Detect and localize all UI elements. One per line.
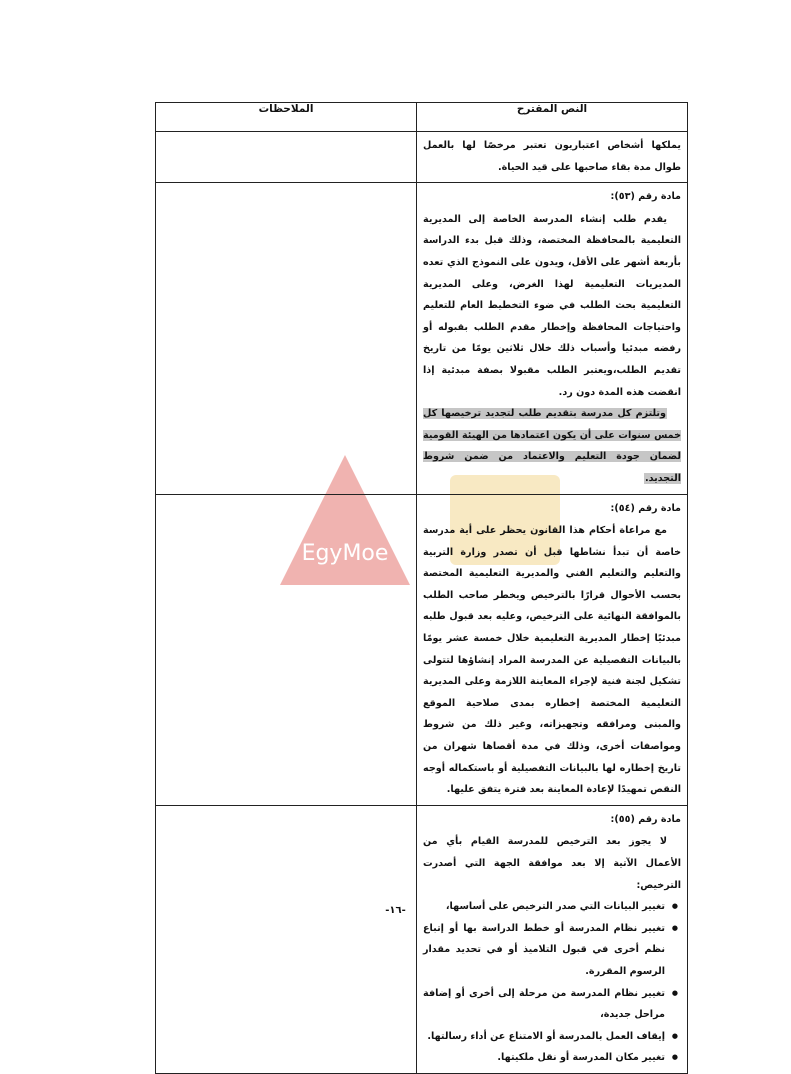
header-notes: الملاحظات: [156, 103, 417, 132]
watermark-brand-text: EgyMoe: [301, 541, 389, 566]
notes-cell: [156, 494, 417, 805]
text-cell: [417, 183, 688, 494]
list-item: ● إيقاف العمل بالمدرسة أو الامتناع عن أداء رسالتها.: [423, 1026, 665, 1048]
list-item: ● تغيير نظام المدرسة من مرحلة إلى أخرى أو إضافة مراحل جديدة،: [423, 983, 665, 1026]
list-item: ● تغيير مكان المدرسة أو نقل ملكيتها.: [423, 1047, 665, 1069]
article-53-paragraph-2: وتلتزم كل مدرسة بتقديم طلب لتجديد ترخيصها كل خمس سنوات على أن يكون اعتمادها من الهيئة القومية لضمان جودة التعليم والاعتماد من ضمن شروط التجديد.: [423, 408, 681, 484]
article-53-title: مادة رقم (٥٣):: [610, 191, 681, 203]
article-55-list: [423, 896, 681, 1069]
notes-cell: [156, 132, 417, 183]
text-cell: [417, 805, 688, 1073]
table-header-row: [156, 103, 688, 132]
text-cell: [417, 494, 688, 805]
table-row: [156, 805, 688, 1073]
table-row: [156, 183, 688, 494]
list-item: ● تغيير البيانات التي صدر الترخيص على أساسها،: [423, 896, 665, 918]
proposal-table: [155, 102, 688, 1074]
page-number: -١٦-: [385, 905, 406, 916]
table-row: [156, 494, 688, 805]
list-item: ● تغيير نظام المدرسة أو خطط الدراسة بها أو إتباع نظم أخرى في قبول التلاميذ أو في تحديد مقدار الرسوم المقررة.: [423, 918, 665, 983]
text-cell: [417, 132, 688, 183]
table-row: [156, 132, 688, 183]
article-53-paragraph-1: يقدم طلب إنشاء المدرسة الخاصة إلى المديرية التعليمية بالمحافظة المختصة، وذلك قبل بدء الدراسة بأربعة أشهر على الأقل، ويدون على النموذج الذي تعده المديريات التعليمية لهذا الغرض، وعلى المديرية التعليمية بحث الطلب في ضوء التخطيط العام للتعليم واحتياجات المحافظة وإخطار مقدم الطلب بقبوله أو رفضه مبدئيا وأسباب ذلك خلال ثلاثين يومًا من تاريخ تقديم الطلب،ويعتبر الطلب مقبولا بصفة مبدئية إذا انقضت هذه المدة دون رد.: [423, 213, 681, 398]
article-55-title: مادة رقم (٥٥):: [610, 813, 681, 825]
article-54-paragraph-1: مع مراعاة أحكام هذا القانون يحظر على أية مدرسة خاصة أن تبدأ نشاطها قبل أن تصدر وزارة التربية والتعليم والتعليم الفني والمديرية التعليمية المختصة بحسب الأحوال قرارًا بالترخيص ويخطر صاحب الطلب بالموافقة النهائية على الترخيص، وعليه بعد قبول طلبه مبدئيًا إخطار المديرية التعليمية خلال خمسة عشر يومًا بالبيانات التفصيلية عن المدرسة المراد إنشاؤها لتتولى تشكيل لجنة فنية لإجراء المعاينة اللازمة وعلى المديرية التعليمية المختصة إخطاره بمدى صلاحية الموقع والمبنى ومرافقه وتجهيزاته، وغير ذلك من شروط ومواصفات أخرى، وذلك في مدة أقصاها شهران من تاريخ إخطاره لها بالبيانات التفصيلية أو باستكماله أوجه النقص تمهيدًا لإعادة المعاينة بعد فترة يتفق عليها.: [423, 525, 681, 796]
notes-cell: [156, 805, 417, 1073]
notes-cell: [156, 183, 417, 494]
row1-text: يملكها أشخاص اعتباريون تعتبر مرخصًا لها بالعمل طوال مدة بقاء صاحبها على قيد الحياة.: [423, 140, 681, 173]
article-55-intro: لا يجوز بعد الترخيص للمدرسة القيام بأي من الأعمال الآتية إلا بعد موافقة الجهة التي أصدرت الترخيص:: [423, 836, 681, 891]
header-proposed-text: النص المقترح: [417, 103, 688, 132]
article-54-title: مادة رقم (٥٤):: [610, 502, 681, 514]
